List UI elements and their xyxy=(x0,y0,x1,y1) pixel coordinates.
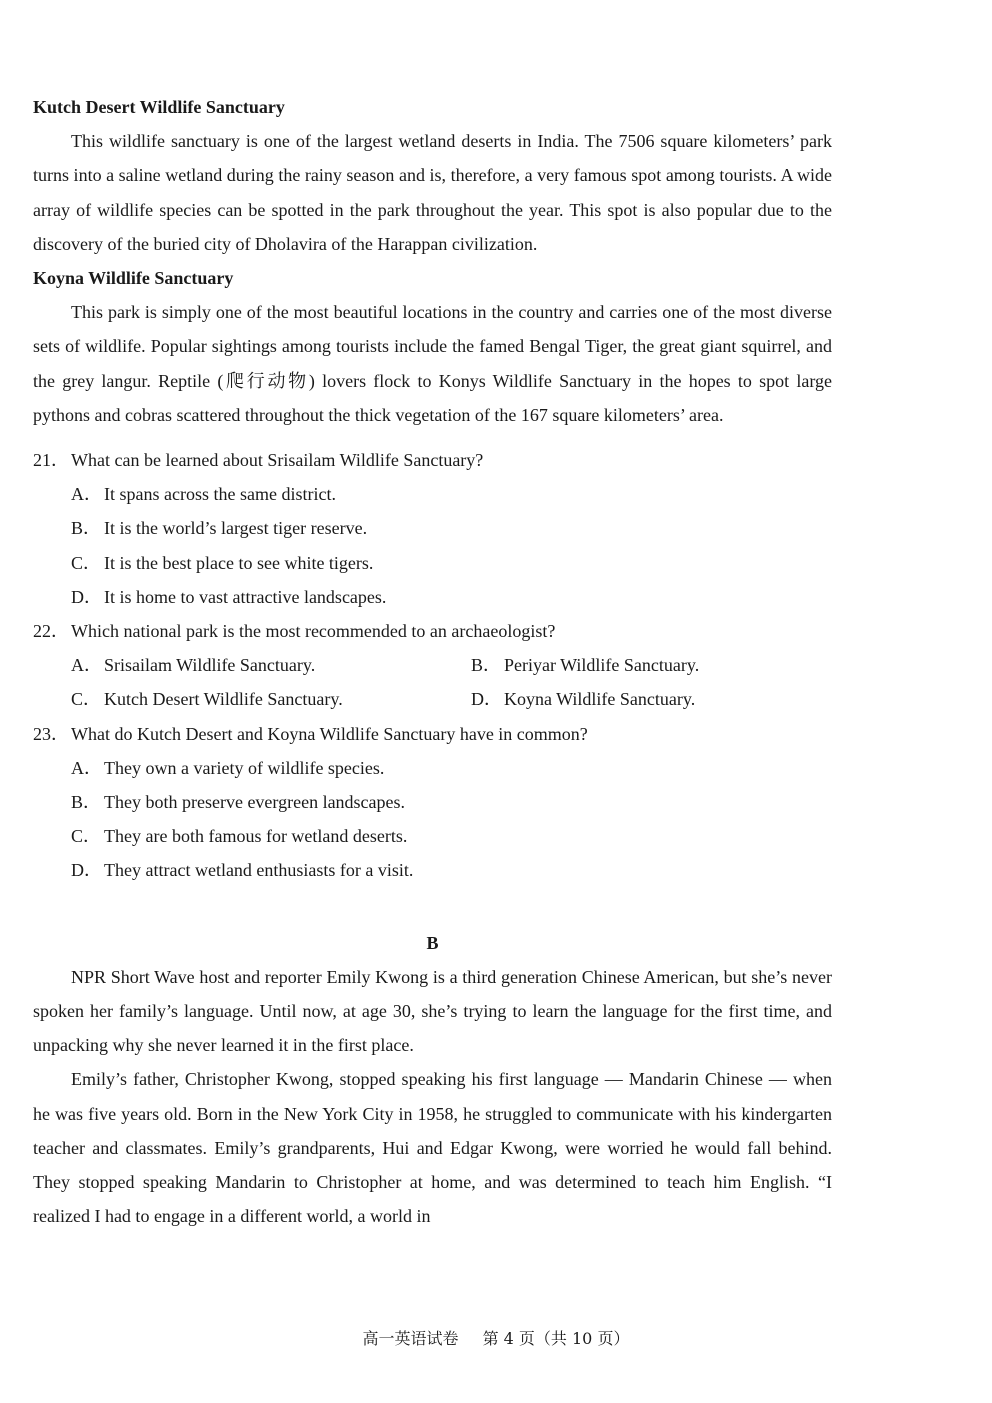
option-23-d xyxy=(33,853,832,887)
question-number: 23． xyxy=(33,723,69,744)
option-letter: A． xyxy=(71,757,102,778)
option-23-b xyxy=(33,785,832,819)
option-23-a xyxy=(33,751,832,785)
option-22-d xyxy=(471,682,695,716)
option-letter: C． xyxy=(71,826,102,847)
option-text: They own a variety of wildlife species. xyxy=(104,757,385,778)
option-text: Koyna Wildlife Sanctuary. xyxy=(504,689,696,710)
question-text: What can be learned about Srisailam Wildlife Sanctuary? xyxy=(71,450,484,471)
option-22-b xyxy=(471,648,699,682)
option-text: Kutch Desert Wildlife Sanctuary. xyxy=(104,689,343,710)
section-label-b: B xyxy=(426,932,439,953)
option-23-c xyxy=(33,819,832,853)
option-21-a xyxy=(33,477,832,511)
footer-page-number: 第 4 页（共 10 页） xyxy=(482,1329,630,1348)
option-letter: C． xyxy=(71,552,102,573)
section-title-kutch: Kutch Desert Wildlife Sanctuary xyxy=(33,97,285,117)
option-letter: D． xyxy=(471,689,502,710)
page-footer xyxy=(0,1322,992,1356)
option-22-a xyxy=(71,648,471,682)
option-text: Srisailam Wildlife Sanctuary. xyxy=(104,655,316,676)
option-22-c xyxy=(71,682,471,716)
option-letter: A． xyxy=(71,655,102,676)
question-22 xyxy=(33,614,832,648)
section-text-kutch: This wildlife sanctuary is one of the largest wetland deserts in India. The 7506 square kilometers’ park turns into a saline wetland during the rainy season and is, therefore, a very famous spot among tourists. A wide array of wildlife species can be spotted in the park throughout the year. This spot is also popular due to the discovery of the buried city of Dholavira of the Harappan civilization. xyxy=(33,131,832,254)
question-21 xyxy=(33,443,832,477)
passage-b-paragraph-2: Emily’s father, Christopher Kwong, stopped speaking his first language — Mandarin Chinese — when he was five years old. Born in the New York City in 1958, he struggled to communicate with his kindergarten teacher and classmates. Emily’s grandparents, Hui and Edgar Kwong, were worried he would fall behind. They stopped speaking Mandarin to Christopher at home, and was determined to teach him English. “I realized I had to engage in a different world, a world in xyxy=(33,1069,832,1227)
option-21-c xyxy=(33,546,832,580)
section-text-koyna: This park is simply one of the most beautiful locations in the country and carries one of the most diverse sets of wildlife. Popular sightings among tourists include the famed Bengal Tiger, the great giant squirrel, and the grey langur. Reptile (爬行动物) lovers flock to Konys Wildlife Sanctuary in the hopes to spot large pythons and cobras scattered throughout the thick vegetation of the 167 square kilometers’ area. xyxy=(33,302,832,425)
passage-b-paragraph-1: NPR Short Wave host and reporter Emily Kwong is a third generation Chinese American, but she’s never spoken her family’s language. Until now, at age 30, she’s trying to learn the language for the first time, and unpacking why she never learned it in the first place. xyxy=(33,966,832,1056)
option-letter: B． xyxy=(71,792,102,813)
footer-exam-title: 高一英语试卷 xyxy=(362,1329,459,1348)
option-letter: D． xyxy=(71,860,102,881)
option-text: They attract wetland enthusiasts for a visit. xyxy=(104,860,414,881)
options-row-22-cd xyxy=(33,682,832,716)
option-21-d xyxy=(33,580,832,614)
question-text: What do Kutch Desert and Koyna Wildlife Sanctuary have in common? xyxy=(71,723,588,744)
option-text: They are both famous for wetland deserts. xyxy=(104,826,408,847)
option-letter: B． xyxy=(471,655,502,676)
option-text: It is home to vast attractive landscapes. xyxy=(104,586,387,607)
option-text: It spans across the same district. xyxy=(104,484,336,505)
options-row-22-ab xyxy=(33,648,832,682)
question-23 xyxy=(33,717,832,751)
option-letter: C． xyxy=(71,689,102,710)
option-text: Periyar Wildlife Sanctuary. xyxy=(504,655,700,676)
option-letter: D． xyxy=(71,586,102,607)
option-letter: B． xyxy=(71,518,102,539)
question-text: Which national park is the most recommended to an archaeologist? xyxy=(71,621,556,642)
section-title-koyna: Koyna Wildlife Sanctuary xyxy=(33,268,234,289)
question-number: 21． xyxy=(33,450,69,471)
option-text: It is the world’s largest tiger reserve. xyxy=(104,518,368,539)
option-21-b xyxy=(33,511,832,545)
option-letter: A． xyxy=(71,484,102,505)
option-text: They both preserve evergreen landscapes. xyxy=(104,792,406,813)
question-number: 22． xyxy=(33,621,69,642)
option-text: It is the best place to see white tigers. xyxy=(104,552,374,573)
